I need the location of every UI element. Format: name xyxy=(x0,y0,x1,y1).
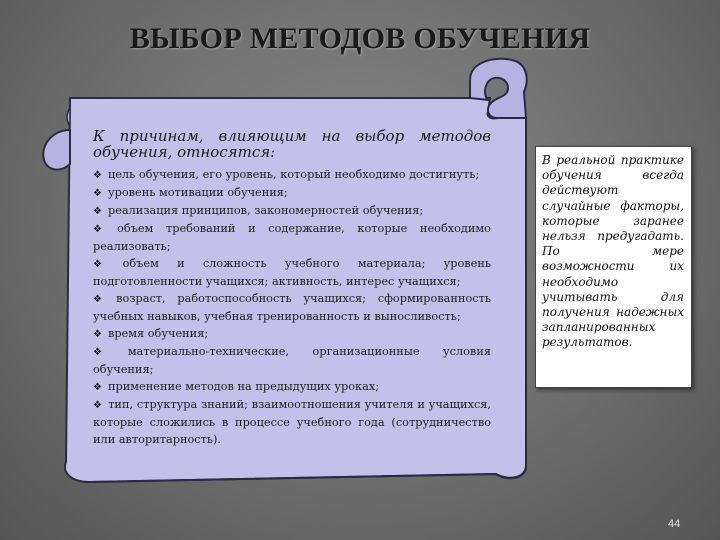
reason-item xyxy=(93,290,491,325)
reason-item xyxy=(93,202,491,220)
reason-item xyxy=(93,255,491,290)
reason-text: материально-технические, организационные условия обучения; xyxy=(93,345,491,376)
reasons-intro: К причинам, влияющим на выбор методов обучения, относятся: xyxy=(93,127,491,161)
reason-item xyxy=(93,396,491,448)
scroll-content xyxy=(93,128,491,448)
bullet-icon: ❖ xyxy=(93,400,103,411)
bullet-icon: ❖ xyxy=(93,329,102,340)
reason-text: реализация принципов, закономерностей обучения; xyxy=(107,204,424,217)
reason-text: цель обучения, его уровень, который необходимо достигнуть; xyxy=(107,168,480,181)
bullet-icon: ❖ xyxy=(93,382,102,393)
page-number: 44 xyxy=(668,518,681,530)
reason-text: тип, структура знаний; взаимоотношения учителя и учащихся, которые сложились в процессе учебного года (сотрудничество или авторитарность). xyxy=(93,398,491,446)
bullet-icon: ❖ xyxy=(93,294,111,305)
bullet-icon: ❖ xyxy=(93,347,122,358)
reason-text: объем требований и содержание, которые необходимо реализовать; xyxy=(93,222,491,253)
bullet-icon: ❖ xyxy=(93,259,117,270)
bullet-icon: ❖ xyxy=(93,224,112,235)
scroll-left-roll xyxy=(67,98,70,126)
bullet-icon: ❖ xyxy=(93,170,102,181)
reason-text: время обучения; xyxy=(107,327,209,340)
reason-item xyxy=(93,166,491,184)
scroll-bottom-curl xyxy=(43,130,70,170)
reason-item xyxy=(93,325,491,343)
slide-title: ВЫБОР МЕТОДОВ ОБУЧЕНИЯ xyxy=(129,22,591,55)
reason-text: объем и сложность учебного материала; уровень подготовленности учащихся; активность, интерес учащихся; xyxy=(93,257,492,288)
reason-item xyxy=(93,220,491,255)
reasons-list xyxy=(93,166,491,448)
note-text: В реальной практике обучения всегда действуют случайные факторы, которые заранее нельзя предугадать. По мере возможности их необходимо учитывать для получения надежных запланированных результатов. xyxy=(542,153,684,350)
reason-text: возраст, работоспособность учащихся; сформированность учебных навыков, учебная тренированность и выносливость; xyxy=(93,292,491,323)
reason-item xyxy=(93,343,491,378)
bullet-icon: ❖ xyxy=(93,188,102,199)
reason-item xyxy=(93,184,491,202)
reason-item xyxy=(93,378,491,396)
reason-text: уровень мотивации обучения; xyxy=(107,186,288,199)
note-box xyxy=(535,146,692,388)
bullet-icon: ❖ xyxy=(93,206,102,217)
reason-text: применение методов на предыдущих уроках; xyxy=(107,380,380,393)
